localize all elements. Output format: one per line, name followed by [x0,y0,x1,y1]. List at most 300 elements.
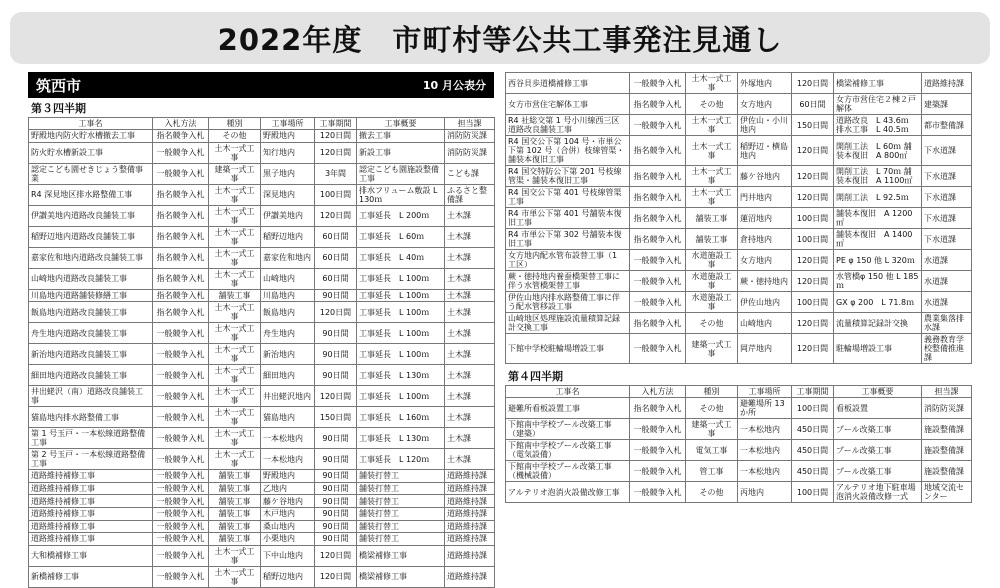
table-cell: 舗装工事 [209,520,261,533]
table-cell: 一般競争入札 [153,520,209,533]
table-cell: 橋梁補修工事 [357,545,445,566]
table-cell: 舗装工事 [209,533,261,546]
table-cell: 看板設置 [834,398,922,419]
table-cell: 90日間 [315,533,357,546]
right-q3-table [505,72,972,364]
table-cell: 外塚地内 [738,73,792,94]
table-cell: その他 [686,482,738,503]
table-cell: 一般競争入札 [153,533,209,546]
column-header: 種別 [686,386,738,398]
table-row [29,142,495,163]
table-cell: その他 [209,130,261,143]
table-cell: 排水フリューム敷設 L 130ｍ [357,184,445,205]
table-row [29,407,495,428]
table-cell: 伊讃美地内 [261,205,315,226]
table-cell: 120日間 [315,545,357,566]
table-row [506,166,972,187]
table-cell: 一般競争入札 [153,407,209,428]
table-cell: 稲野辺地内道路改良舗装工事 [29,226,153,247]
table-cell: 舗装工事 [209,495,261,508]
table-cell: 一般競争入札 [153,344,209,365]
table-cell: 工事延長 L 130ｍ [357,428,445,449]
table-cell: 60日間 [315,247,357,268]
table-cell: 道路維持補修工事 [29,520,153,533]
left-table [28,117,495,588]
table-row [29,344,495,365]
table-row [29,365,495,386]
table-cell: 100日間 [792,482,834,503]
table-cell: 120日間 [792,73,834,94]
column-header: 入札方法 [630,386,686,398]
table-cell: 水道課 [922,250,972,271]
table-cell: 施設整備課 [922,440,972,461]
table-cell: 下中山地内 [261,545,315,566]
table-row [506,292,972,313]
table-cell: 細田地内 [261,365,315,386]
table-cell: 新設工事 [357,142,445,163]
table-cell: 深見地内 [261,184,315,205]
table-cell: 100日間 [315,184,357,205]
table-cell: 一本松地内 [738,419,792,440]
table-cell: 指名競争入札 [630,187,686,208]
table-cell: 舗装工事 [209,507,261,520]
table-cell: 土木課 [445,302,495,323]
table-cell: 土木課 [445,449,495,470]
table-row [506,229,972,250]
page-title: 2022年度 市町村等公共工事発注見通し [10,12,990,64]
table-cell: 野殿地内 [261,470,315,483]
table-row [506,461,972,482]
table-cell: 道路維持課 [445,507,495,520]
table-cell: 舗装本復旧 A 1400㎡ [834,229,922,250]
table-cell: 下水道課 [922,136,972,166]
table-cell: その他 [686,94,738,115]
table-cell: 藤ケ谷地内 [738,166,792,187]
city-header [28,72,494,98]
table-cell: 工事延長 L 100ｍ [357,289,445,302]
table-row [29,533,495,546]
table-cell: プール改築工事 [834,440,922,461]
column-header: 担当課 [445,118,495,130]
table-cell: その他 [686,398,738,419]
table-cell: 120日間 [792,250,834,271]
table-cell: 下水道課 [922,187,972,208]
table-cell: 施設整備課 [922,461,972,482]
table-cell: 猫島地内排水路整備工事 [29,407,153,428]
table-cell: 指名競争入札 [630,313,686,334]
table-cell: 90日間 [315,323,357,344]
table-row [506,250,972,271]
column-header: 工事期間 [315,118,357,130]
table-cell: 土木一式工事 [209,545,261,566]
table-cell: 水道施設工事 [686,271,738,292]
table-cell: 開削工法 L 60ｍ 舗装本復旧 A 800㎡ [834,136,922,166]
table-row [29,163,495,184]
table-cell: 建築一式工事 [209,163,261,184]
right-q4-table-body [506,398,972,503]
table-cell: 舗装打替工 [357,533,445,546]
table-cell: 指名競争入札 [630,208,686,229]
table-cell: その他 [686,313,738,334]
table-cell: 水道課 [922,271,972,292]
table-row [29,226,495,247]
table-cell: ふるさと整備課 [445,184,495,205]
table-cell: 一本松地内 [738,461,792,482]
table-cell: 土木一式工事 [209,365,261,386]
table-cell: 野殿地内防火貯水槽撤去工事 [29,130,153,143]
table-cell: 指名競争入札 [630,94,686,115]
table-cell: 工事延長 L 100ｍ [357,344,445,365]
table-cell: 60日間 [792,94,834,115]
table-cell: 桑山地内 [261,520,315,533]
table-cell: プール改築工事 [834,461,922,482]
table-cell: 土木課 [445,289,495,302]
table-row [29,470,495,483]
table-cell: 都市整備課 [922,115,972,136]
table-cell: 下水道課 [922,229,972,250]
table-cell: 120日間 [315,386,357,407]
table-cell: 450日間 [792,461,834,482]
table-cell: アルテリオ地下駐車場泡消火設備改修一式 [834,482,922,503]
table-cell: 土木一式工事 [209,184,261,205]
table-cell: 山崎地内 [738,313,792,334]
table-cell: R4 国交特防公下第 201 号枝線管渠・舗装本復旧工事 [506,166,630,187]
table-cell: 土木一式工事 [209,386,261,407]
table-cell: 道路維持補修工事 [29,533,153,546]
table-cell: 道路維持補修工事 [29,470,153,483]
table-cell: 指名競争入札 [153,247,209,268]
table-cell: 水道課 [922,292,972,313]
column-header: 入札方法 [153,118,209,130]
table-cell: 100日間 [792,229,834,250]
table-cell: 藤ケ谷地内 [261,495,315,508]
table-row [506,187,972,208]
table-header-row [29,118,495,130]
table-cell: 嘉家佐和地内道路改良舗装工事 [29,247,153,268]
table-row [29,184,495,205]
table-cell: 工事延長 L 100ｍ [357,268,445,289]
table-cell: 道路改良 L 43.6ｍ 排水工事 L 40.5ｍ [834,115,922,136]
table-cell: 下館南中学校プール改築工事（電気設備） [506,440,630,461]
table-row [29,449,495,470]
table-cell: 女方市営住宅２棟２戸解体 [834,94,922,115]
table-cell: 土木一式工事 [209,226,261,247]
table-cell: 舗装打替工 [357,482,445,495]
table-cell: 一般競争入札 [153,323,209,344]
table-cell: PE φ 150 他 L 320ｍ [834,250,922,271]
table-cell: 避難場所 13 か所 [738,398,792,419]
table-cell: 道路維持補修工事 [29,495,153,508]
table-cell: 防火貯水槽新設工事 [29,142,153,163]
table-cell: 120日間 [792,313,834,334]
table-cell: 一般競争入札 [153,507,209,520]
table-cell: 指名競争入札 [153,184,209,205]
table-row [506,271,972,292]
table-cell: 下館南中学校プール改築工事（機械設備） [506,461,630,482]
table-cell: 土木一式工事 [686,166,738,187]
table-cell: 一本松地内 [738,440,792,461]
table-cell: 舗装打替工 [357,470,445,483]
table-cell: 120日間 [315,142,357,163]
table-cell: 施設整備課 [922,419,972,440]
table-cell: 一般競争入札 [153,495,209,508]
table-cell: 土木一式工事 [209,302,261,323]
column-header: 工事名 [29,118,153,130]
table-cell: 道路維持補修工事 [29,482,153,495]
table-cell: 90日間 [315,344,357,365]
table-cell: 認定こども園せきじょう整備事業 [29,163,153,184]
table-cell: 3年間 [315,163,357,184]
table-cell: 道路維持課 [445,545,495,566]
table-cell: 一般競争入札 [153,142,209,163]
table-cell: 指名競争入札 [630,229,686,250]
table-cell: 駐輪場増設工事 [834,334,922,364]
table-cell: 指名競争入札 [153,226,209,247]
table-cell: 山崎地区処理施設流量積算記録計交換工事 [506,313,630,334]
left-column [28,72,494,588]
table-cell: 150日間 [792,115,834,136]
table-cell: 猫島地内 [261,407,315,428]
table-cell: 土木課 [445,407,495,428]
table-row [506,313,972,334]
table-cell: 90日間 [315,449,357,470]
table-cell: 井出蛯沢地内 [261,386,315,407]
table-cell: 地域交流センター [922,482,972,503]
table-row [29,130,495,143]
table-cell: 岡芹地内 [738,334,792,364]
table-cell: 大和橋補修工事 [29,545,153,566]
table-cell: 山崎地内 [261,268,315,289]
table-cell: 土木一式工事 [686,73,738,94]
table-cell: 工事延長 L 160ｍ [357,407,445,428]
right-q3-table-body [506,73,972,364]
table-cell: 土木課 [445,344,495,365]
table-cell: R4 国交公下第 104 号・市単公下第 102 号（合併）枝線管渠・舗装本復旧工事 [506,136,630,166]
table-cell: 開削工法 L 70ｍ 舗装本復旧 A 1100㎡ [834,166,922,187]
table-cell: 一般競争入札 [153,386,209,407]
table-cell: 一般競争入札 [630,482,686,503]
table-cell: 道路維持課 [445,566,495,587]
table-cell: 第 2 号玉戸・一本松線道路整備工事 [29,449,153,470]
table-cell: 120日間 [792,166,834,187]
table-row [506,440,972,461]
table-cell: 道路維持課 [445,520,495,533]
table-cell: 消防防災課 [445,142,495,163]
table-cell: 工事延長 L 100ｍ [357,323,445,344]
table-cell: 工事延長 L 120ｍ [357,449,445,470]
table-cell: 100日間 [792,292,834,313]
table-cell: 一般競争入札 [153,163,209,184]
table-cell: 稲野辺地内 [261,566,315,587]
table-cell: 指名競争入札 [153,130,209,143]
table-cell: 飯島地内道路改良舗装工事 [29,302,153,323]
table-cell: 90日間 [315,507,357,520]
table-cell: 一本松地内 [261,449,315,470]
table-cell: 舗装本復旧 A 1200㎡ [834,208,922,229]
table-cell: 野殿地内 [261,130,315,143]
table-cell: 水管橋φ 150 他 L 185ｍ [834,271,922,292]
table-cell: 新治地内 [261,344,315,365]
table-cell: アルテリオ泡消火設備改修工事 [506,482,630,503]
table-cell: 細田地内道路改良舗装工事 [29,365,153,386]
table-cell: 90日間 [315,365,357,386]
table-cell: 120日間 [792,187,834,208]
table-cell: 第 1 号玉戸・一本松線道路整備工事 [29,428,153,449]
table-cell: 120日間 [792,334,834,364]
table-cell: 舗装打替工 [357,495,445,508]
table-row [29,428,495,449]
table-cell: 稲野辺・横島地内 [738,136,792,166]
table-cell: 舗装打替工 [357,507,445,520]
table-cell: R4 市単公下第 401 号舗装本復旧工事 [506,208,630,229]
table-cell: 西谷貝歩道橋補修工事 [506,73,630,94]
table-cell: 土木一式工事 [686,115,738,136]
table-cell: 流量積算記録計交換 [834,313,922,334]
table-cell: 90日間 [315,482,357,495]
table-cell: 舗装打替工 [357,520,445,533]
table-cell: 伊佐山地内 [738,292,792,313]
table-cell: 工事延長 L 200ｍ [357,205,445,226]
table-cell: 一般競争入札 [153,470,209,483]
table-cell: 舗装工事 [686,229,738,250]
table-row [506,398,972,419]
table-cell: 指名競争入札 [630,136,686,166]
table-cell: 知行地内 [261,142,315,163]
table-cell: 建築一式工事 [686,419,738,440]
table-cell: 120日間 [315,130,357,143]
table-row [29,507,495,520]
table-row [29,495,495,508]
table-cell: 120日間 [315,566,357,587]
table-cell: 舗装工事 [209,482,261,495]
table-cell: 黒子地内 [261,163,315,184]
table-cell: 土木一式工事 [209,566,261,587]
table-cell: 水道施設工事 [686,292,738,313]
table-cell: 消防防災課 [445,130,495,143]
table-cell: プール改築工事 [834,419,922,440]
table-cell: 土木一式工事 [209,268,261,289]
table-cell: 工事延長 L 40ｍ [357,247,445,268]
table-cell: 土木一式工事 [209,247,261,268]
table-row [29,566,495,587]
table-cell: 乙地内 [261,482,315,495]
table-cell: 指名競争入札 [630,166,686,187]
table-row [29,482,495,495]
table-cell: 120日間 [315,205,357,226]
table-cell: 100日間 [792,398,834,419]
table-cell: 伊佐山地内排水路整備工事に伴う配水管移設工事 [506,292,630,313]
table-cell: 道路維持課 [445,470,495,483]
table-cell: 舗装工事 [686,208,738,229]
table-cell: 土木課 [445,268,495,289]
table-cell: 土木一式工事 [209,407,261,428]
table-cell: 蕨・徳持地内 [738,271,792,292]
table-cell: 管工事 [686,461,738,482]
table-cell: 60日間 [315,226,357,247]
table-cell: 工事延長 L 130ｍ [357,365,445,386]
column-header: 工事場所 [261,118,315,130]
table-cell: 指名競争入札 [153,268,209,289]
table-cell: 一般競争入札 [630,461,686,482]
table-cell: GX φ 200 L 71.8ｍ [834,292,922,313]
table-cell: 建築一式工事 [686,334,738,364]
table-cell: 90日間 [315,520,357,533]
table-cell: 撤去工事 [357,130,445,143]
table-cell: 新治地内道路改良舗装工事 [29,344,153,365]
table-cell: 女方地内 [738,94,792,115]
table-header-row [506,386,972,398]
table-cell: 農業集落排水課 [922,313,972,334]
table-cell: 伊讃美地内道路改良舗装工事 [29,205,153,226]
table-cell: 450日間 [792,440,834,461]
table-cell: 土木課 [445,386,495,407]
table-cell: 60日間 [315,268,357,289]
table-cell: 下水道課 [922,208,972,229]
table-cell: 工事延長 L 60ｍ [357,226,445,247]
table-cell: R4 国交公下第 401 号枝線管渠工事 [506,187,630,208]
table-cell: 蕨・徳持地内養蚕橋架替工事に伴う水管橋架替工事 [506,271,630,292]
table-cell: 土木一式工事 [209,323,261,344]
table-cell: 工事延長 L 100ｍ [357,386,445,407]
table-row [506,208,972,229]
table-cell: 土木一式工事 [209,205,261,226]
table-cell: 開削工法 L 92.5ｍ [834,187,922,208]
table-cell: 山崎地内道路改良舗装工事 [29,268,153,289]
table-cell: 認定こども園施設整備工事 [357,163,445,184]
table-cell: 土木課 [445,323,495,344]
table-cell: 水道施設工事 [686,250,738,271]
table-cell: 井出蛯沢（南）道路改良舗装工事 [29,386,153,407]
table-cell: 下館南中学校プール改築工事（建築） [506,419,630,440]
table-cell: 女方地内 [738,250,792,271]
table-cell: 橋梁補修工事 [357,566,445,587]
table-cell: 電気工事 [686,440,738,461]
table-cell: 門井地内 [738,187,792,208]
table-cell: 一般競争入札 [153,449,209,470]
table-row [506,94,972,115]
table-cell: 橋梁補修工事 [834,73,922,94]
table-cell: 一般競争入札 [153,428,209,449]
table-cell: 道路維持補修工事 [29,507,153,520]
table-cell: 一般競争入札 [630,73,686,94]
table-cell: 90日間 [315,428,357,449]
table-cell: 飯島地内 [261,302,315,323]
left-table-body [29,130,495,588]
table-cell: 土木一式工事 [209,142,261,163]
right-q4-table [505,385,972,503]
table-row [506,115,972,136]
table-cell: 倉持地内 [738,229,792,250]
column-header: 担当課 [922,386,972,398]
table-cell: 女方地内配水管布設替工事（1 工区） [506,250,630,271]
table-cell: 舟生地内道路改良舗装工事 [29,323,153,344]
table-cell: 一般競争入札 [630,440,686,461]
table-row [29,545,495,566]
table-cell: 避難所看板設置工事 [506,398,630,419]
table-cell: 一般競争入札 [630,115,686,136]
quarter-4-label: 第４四半期 [508,370,563,383]
table-cell: 伊佐山・小川地内 [738,115,792,136]
table-cell: 義務教育学校整備推進課 [922,334,972,364]
table-cell: R4 深見地区排水路整備工事 [29,184,153,205]
table-cell: 舟生地内 [261,323,315,344]
table-cell: 工事延長 L 100ｍ [357,302,445,323]
table-cell: 一般競争入札 [153,545,209,566]
quarter-3-label: 第３四半期 [31,102,86,115]
table-cell: 道路維持課 [922,73,972,94]
table-cell: 100日間 [792,208,834,229]
table-cell: 一般競争入札 [630,271,686,292]
